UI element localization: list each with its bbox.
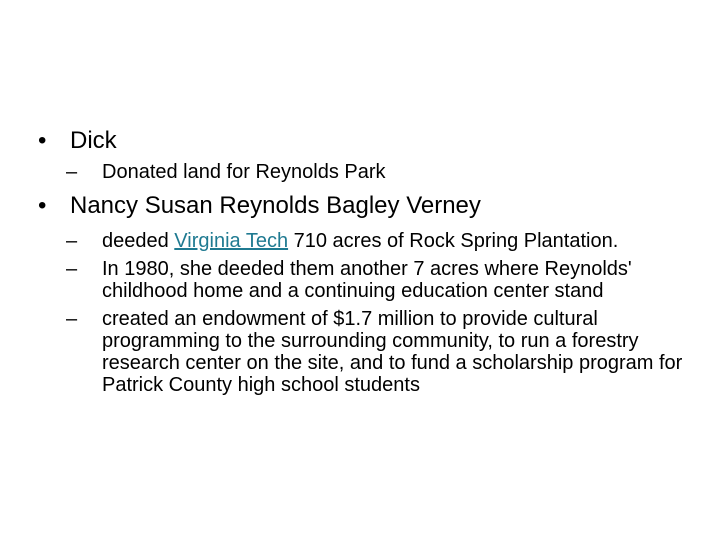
virginia-tech-link[interactable]: Virginia Tech — [174, 230, 289, 252]
subitem-text-before: deeded — [102, 230, 175, 252]
subitem-text: created an endowment of $1.7 million to provide cultural programming to the surrounding community, to run a forestry research center on the site, and to fund a scholarship program for Patrick County high school students — [102, 308, 683, 396]
subitem-text: Donated land for Reynolds Park — [102, 161, 386, 183]
bullet-marker: • — [38, 192, 47, 219]
dash-marker: – — [66, 230, 78, 252]
subitem-text-after: 710 acres of Rock Spring Plantation. — [288, 230, 619, 252]
subitem-reynolds-park — [38, 161, 688, 183]
subitem-text: In 1980, she deeded them another 7 acres where Reynolds' childhood home and a continuing education center stand — [102, 258, 632, 302]
dash-marker: – — [66, 161, 78, 183]
bullet-marker: • — [38, 127, 47, 154]
bullet-item-nancy — [38, 191, 688, 220]
bullet-item-dick — [38, 126, 688, 155]
bullet-text: Dick — [70, 127, 117, 154]
bullet-list — [38, 126, 688, 396]
dash-marker: – — [66, 308, 78, 330]
subitem-1980-deed — [38, 258, 688, 302]
subitem-virginia-tech — [38, 230, 688, 252]
subitem-endowment — [38, 308, 688, 396]
dash-marker: – — [66, 258, 78, 280]
bullet-text: Nancy Susan Reynolds Bagley Verney — [70, 192, 481, 219]
